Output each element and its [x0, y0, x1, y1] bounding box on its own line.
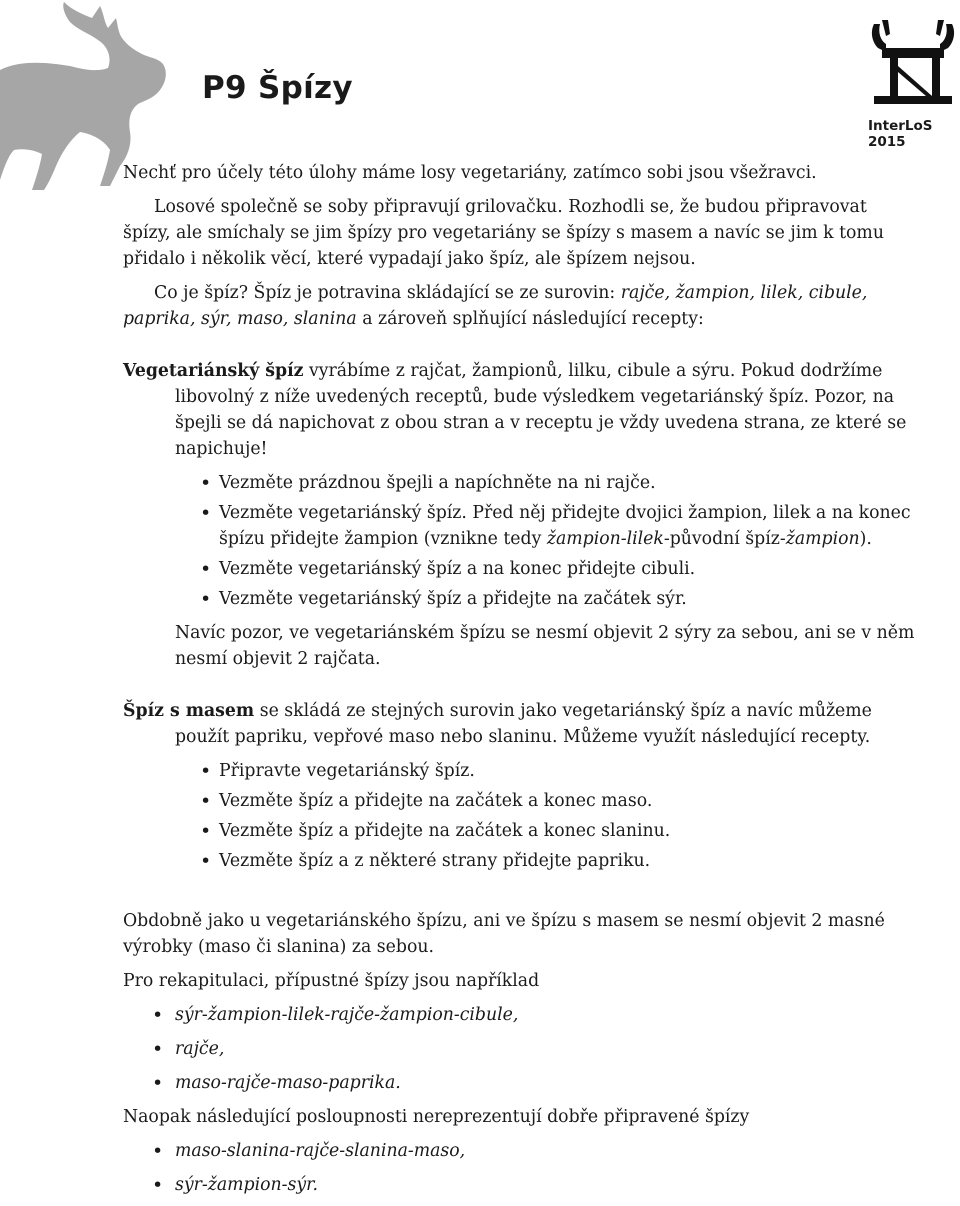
list-item: • Vezměte prázdnou špejli a napíchněte na ni rajče.	[175, 470, 915, 496]
meat-constraint-paragraph: Obdobně jako u vegetariánského špízu, ani ve špízu s masem se nesmí objevit 2 masné výrobky (maso či slanina) za sebou.	[123, 911, 885, 957]
list-item	[123, 1138, 915, 1164]
list-item	[123, 1002, 915, 1028]
rule-italic: žampion	[785, 529, 860, 549]
list-item: • Vezměte špíz a přidejte na začátek a konec slaninu.	[175, 818, 915, 844]
vegetarian-section	[123, 358, 915, 672]
list-item: • Připravte vegetariánský špíz.	[175, 758, 915, 784]
antler-logo-icon	[868, 18, 958, 108]
page-title: P9 Špízy	[202, 70, 353, 106]
list-item: • Vezměte vegetariánský špíz a přidejte na začátek sýr.	[175, 586, 915, 612]
list-item: • Vezměte špíz a přidejte na začátek a konec maso.	[175, 788, 915, 814]
definition-tail: a zároveň splňující následující recepty:	[356, 309, 704, 329]
rule-italic: žampion-lilek	[546, 529, 664, 549]
counterexamples-intro: Naopak následující posloupnosti nereprezentují dobře připravené špízy	[123, 1107, 750, 1127]
intro-paragraph: Nechť pro účely této úlohy máme losy vegetariány, zatímco sobi jsou všežravci.	[123, 163, 817, 183]
example-text: maso-rajče-maso-paprika.	[175, 1073, 401, 1093]
example-text: rajče,	[175, 1039, 225, 1059]
vegetarian-rules	[123, 470, 915, 612]
vegetarian-definition	[123, 358, 915, 462]
ingredient-list: rajče, žampion, lilek, cibule, paprika, sýr, maso, slanina	[123, 283, 868, 329]
vegetarian-note: Navíc pozor, ve vegetariánském špízu se nesmí objevit 2 sýry za sebou, ani se v něm nesmí objevit 2 rajčata.	[175, 623, 915, 669]
valid-examples	[123, 1002, 915, 1096]
list-item	[123, 1036, 915, 1062]
problem-statement	[123, 160, 915, 1206]
example-text: maso-slanina-rajče-slanina-maso,	[175, 1141, 466, 1161]
brand-label: InterLoS 2015	[868, 118, 933, 150]
invalid-examples	[123, 1138, 915, 1198]
example-text: sýr-žampion-sýr.	[175, 1175, 318, 1195]
example-text: sýr-žampion-lilek-rajče-žampion-cibule,	[175, 1005, 519, 1025]
rule-text: ).	[859, 529, 872, 549]
definition-paragraph	[123, 280, 915, 332]
list-item	[123, 1172, 915, 1198]
rule-text: -původní špíz-	[663, 529, 786, 549]
definition-lead: Co je špíz? Špíz je potravina skládající se ze surovin:	[154, 283, 621, 303]
vegetarian-term: Vegetariánský špíz	[123, 361, 304, 381]
story-paragraph: Losové společně se soby připravují grilovačku. Rozhodli se, že budou připravovat špízy, ale smíchaly se jim špízy pro vegetariány se špízy s masem a navíc se jim k tomu přidalo i několik věcí, které vypadají jako špíz, ale špízem nejsou.	[123, 197, 884, 269]
meat-term: Špíz s masem	[123, 701, 255, 721]
list-item: • Vezměte vegetariánský špíz a na konec přidejte cibuli.	[175, 556, 915, 582]
meat-definition	[123, 698, 915, 750]
list-item: • Vezměte špíz a z některé strany přidejte papriku.	[175, 848, 915, 874]
meat-section	[123, 698, 915, 874]
rule-text: Vezměte vegetariánský špíz. Před něj přidejte dvojici žampion, lilek a na konec špízu přidejte žampion (vznikne tedy	[219, 503, 911, 549]
list-item	[175, 500, 915, 552]
examples-intro: Pro rekapitulaci, přípustné špízy jsou například	[123, 971, 540, 991]
meat-definition-text: se skládá ze stejných surovin jako vegetariánský špíz a navíc můžeme použít papriku, vepřové maso nebo slaninu. Můžeme využít následující recepty.	[175, 701, 872, 747]
vegetarian-definition-text: vyrábíme z rajčat, žampionů, lilku, cibule a sýru. Pokud dodržíme libovolný z níže uvedených receptů, bude výsledkem vegetariánský špíz. Pozor, na špejli se dá napichovat z obou stran a v receptu je vždy uvedena strana, ze které se napichuje!	[175, 361, 907, 459]
list-item	[123, 1070, 915, 1096]
meat-rules	[123, 758, 915, 874]
